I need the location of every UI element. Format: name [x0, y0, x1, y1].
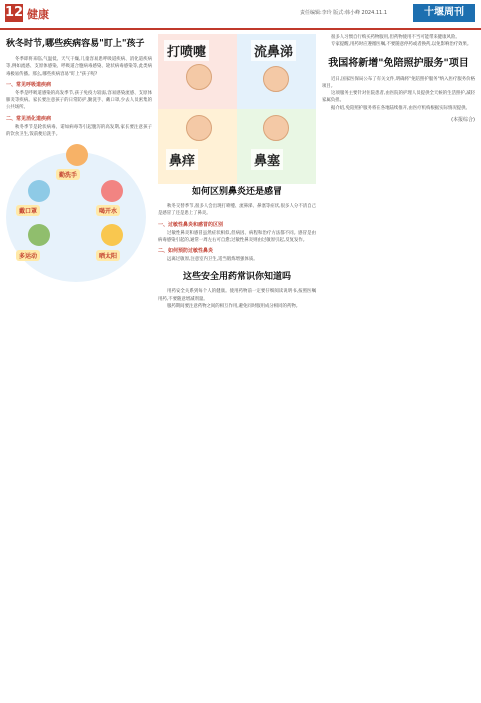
left-paragraph: 冬季即将来临,气温低、天气干燥,儿童容易患呼吸道疾病、消化道疾病等,例如流感、支原体感染、呼吸道合胞病毒感染、轮状病毒感染等,此类病毒极易传播。那么,哪些疾病容易"盯上"孩子呢?: [6, 57, 152, 77]
right-headline: 我国将新增"免陪照护服务"项目: [328, 57, 469, 69]
center-headline-2: 这些安全用药常识你知道吗: [182, 272, 291, 283]
symptom-label: 打喷嚏: [164, 40, 209, 61]
center-headline: 如何区别鼻炎还是感冒: [191, 187, 282, 197]
tip-tag: 勤洗手: [56, 169, 80, 180]
left-headline: 秋冬时节,哪些疾病容易"盯上"孩子: [6, 39, 145, 49]
symptom-label: 鼻痒: [166, 149, 198, 170]
left-paragraph: 秋冬季节是轮状病毒、诺如病毒等引起腹泻的高发期,家长要注意孩子的饮食卫生,饭前便后洗手。: [6, 124, 152, 138]
symptom-label: 流鼻涕: [251, 40, 296, 61]
center-paragraph: 秋冬交替季节,很多人会出现打喷嚏、流鼻涕、鼻塞等症状,很多人分不清自己是感冒了还是患上了鼻炎。: [158, 204, 316, 217]
symptom-label: 鼻塞: [251, 149, 283, 170]
center-subheading: 一、过敏性鼻炎和感冒的区别: [158, 221, 224, 228]
tip-tag: 多运动: [16, 250, 40, 261]
center-column: [158, 34, 316, 698]
center-paragraph: 服药期间要注意药物之间的相互作用,避免同时服用成分相同的药物。: [167, 304, 301, 310]
right-paragraph: 很多人习惯自行购买药物服用,但药物使用不当可能带来健康风险。: [331, 35, 460, 40]
right-column: [322, 34, 475, 698]
center-paragraph: 用药安全关系到每个人的健康。使用药物前一定要仔细阅读说明书,按照医嘱用药,不要随意增减剂量。: [158, 289, 316, 302]
right-paragraph: 这项服务主要针对住院患者,由医院的护理人员提供全天候的生活照护,减轻家属负担。: [322, 91, 475, 104]
masthead: 十堰周刊: [413, 4, 475, 22]
left-subheading: 一、常见呼吸道疾病: [6, 81, 52, 88]
left-column: [6, 34, 152, 698]
page-header: [0, 0, 481, 30]
prevention-illustration: [6, 142, 152, 294]
left-subheading: 二、常见消化道疾病: [6, 115, 52, 122]
left-paragraph: 冬季是呼吸道感染的高发季节,孩子免疫力较弱,容易感染流感、支原体肺炎等疾病。家长要注意孩子的日常防护,勤洗手、戴口罩,少去人员密集的公共场所。: [6, 90, 152, 111]
source-note: (本报综合): [451, 117, 475, 124]
right-paragraph: 专家提醒,用药时应遵循医嘱,不要随意停药或者换药,以免影响治疗效果。: [331, 42, 472, 48]
center-paragraph: 过敏性鼻炎和感冒虽然症状相似,但病因、病程和治疗方法都不同。感冒是由病毒感染引起的,通常一周左右可自愈;过敏性鼻炎则由过敏原引起,反复发作。: [158, 230, 316, 243]
tip-tag: 喝开水: [96, 205, 120, 216]
page-number: 12: [5, 5, 24, 20]
right-paragraph: 近日,国家医保局公布了有关文件,明确将"免陪照护服务"纳入医疗服务价格项目。: [322, 76, 475, 89]
tip-tag: 晒太阳: [96, 250, 120, 261]
center-body: [158, 184, 316, 310]
tip-tag: 戴口罩: [16, 205, 40, 216]
editor-meta: 责任编辑:李玲 版式:韩小峰 2024.11.1: [300, 10, 387, 16]
right-paragraph: 据介绍,免陪照护服务将在各地陆续推开,由医疗机构根据实际情况提供。: [331, 105, 470, 111]
center-paragraph: 远离过敏原,注意室内卫生,适当锻炼增强体质。: [167, 257, 258, 263]
center-subheading: 二、如何预防过敏性鼻炎: [158, 248, 214, 255]
section-title: 健康: [27, 8, 49, 21]
